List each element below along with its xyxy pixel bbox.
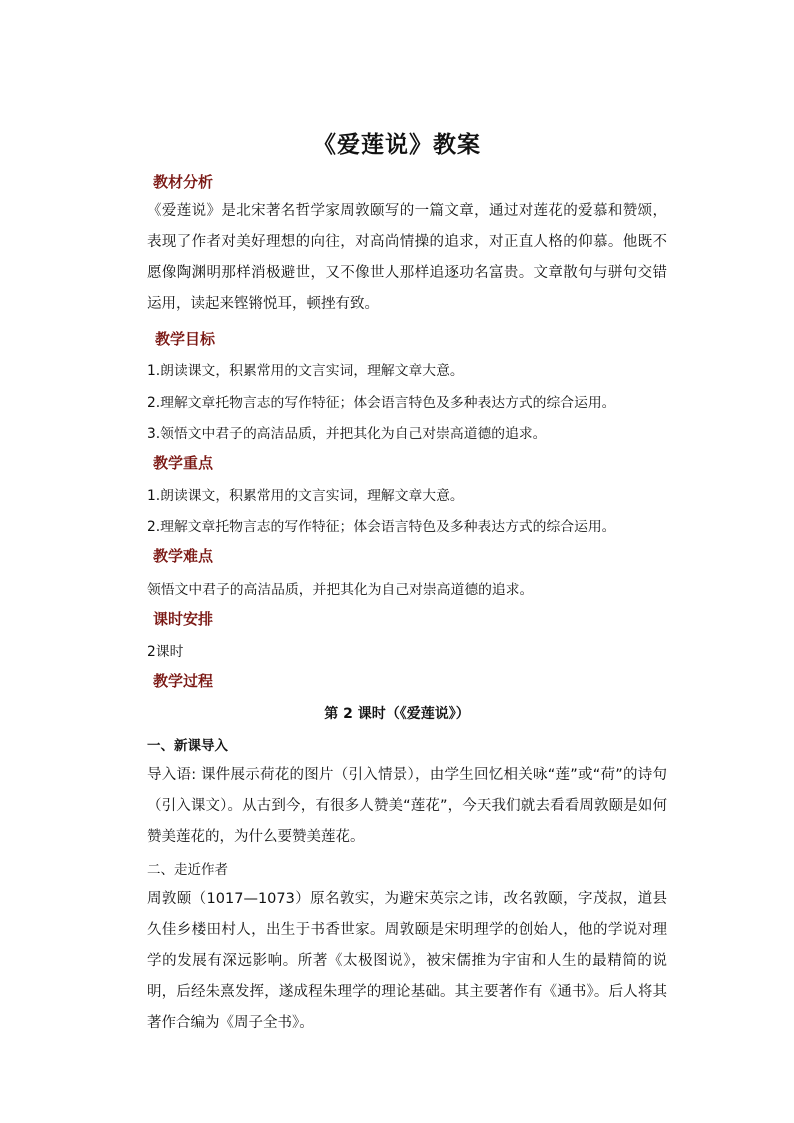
step-2-paragraph: 周敦颐（1017—1073）原名敦实，为避宋英宗之讳，改名敦颐，字茂叔，道县久佳乡楼田村人，出生于书香世家。周敦颐是宋明理学的创始人，他的学说对理学的发展有深远影响。所著《太极图说》，被宋儒推为宇宙和人生的最精简的说明，后经朱熹发挥，遂成程朱理学的理论基础。其主要著作有《通书》。后人将其著作合编为《周子全书》。 bbox=[147, 891, 667, 1031]
key-point-item-1: 1.朗读课文，积累常用的文言实词，理解文章大意。 bbox=[147, 488, 464, 504]
difficulties-text: 领悟文中君子的高洁品质，并把其化为自己对崇高道德的追求。 bbox=[147, 582, 534, 598]
goal-item-1: 1.朗读课文，积累常用的文言实词，理解文章大意。 bbox=[147, 363, 464, 379]
heading-key-points: 教学重点 bbox=[153, 454, 214, 472]
heading-goals: 教学目标 bbox=[155, 330, 216, 348]
heading-analysis: 教材分析 bbox=[153, 173, 214, 191]
goal-item-3: 3.领悟文中君子的高洁品质，并把其化为自己对崇高道德的追求。 bbox=[147, 426, 547, 442]
analysis-paragraph: 《爱莲说》是北宋著名哲学家周敦颐写的一篇文章，通过对莲花的爱慕和赞颂，表现了作者对美好理想的向往，对高尚情操的追求，对正直人格的仰慕。他既不愿像陶渊明那样消极避世，又不像世人那样追逐功名富贵。文章散句与骈句交错运用，读起来铿锵悦耳，顿挫有致。 bbox=[147, 203, 667, 312]
document-title: 《爱莲说》教案 bbox=[313, 132, 481, 158]
heading-step-2: 二、走近作者 bbox=[147, 862, 228, 878]
key-point-item-2: 2.理解文章托物言志的写作特征；体会语言特色及多种表达方式的综合运用。 bbox=[147, 519, 616, 535]
goal-item-2: 2.理解文章托物言志的写作特征；体会语言特色及多种表达方式的综合运用。 bbox=[147, 395, 616, 411]
heading-process: 教学过程 bbox=[153, 672, 214, 690]
heading-difficulties: 教学难点 bbox=[153, 547, 214, 565]
schedule-text: 2课时 bbox=[147, 644, 184, 660]
heading-schedule: 课时安排 bbox=[153, 610, 214, 628]
heading-step-1: 一、新课导入 bbox=[147, 738, 228, 754]
lesson-title: 第 2 课时（《爱莲说》） bbox=[324, 706, 470, 722]
step-1-paragraph: 导入语: 课件展示荷花的图片（引入情景），由学生回忆相关咏“莲”或“荷”的诗句（引入课文）。从古到今，有很多人赞美“莲花”，今天我们就去看看周敦颐是如何赞美莲花的，为什么要赞美莲花。 bbox=[147, 767, 667, 845]
